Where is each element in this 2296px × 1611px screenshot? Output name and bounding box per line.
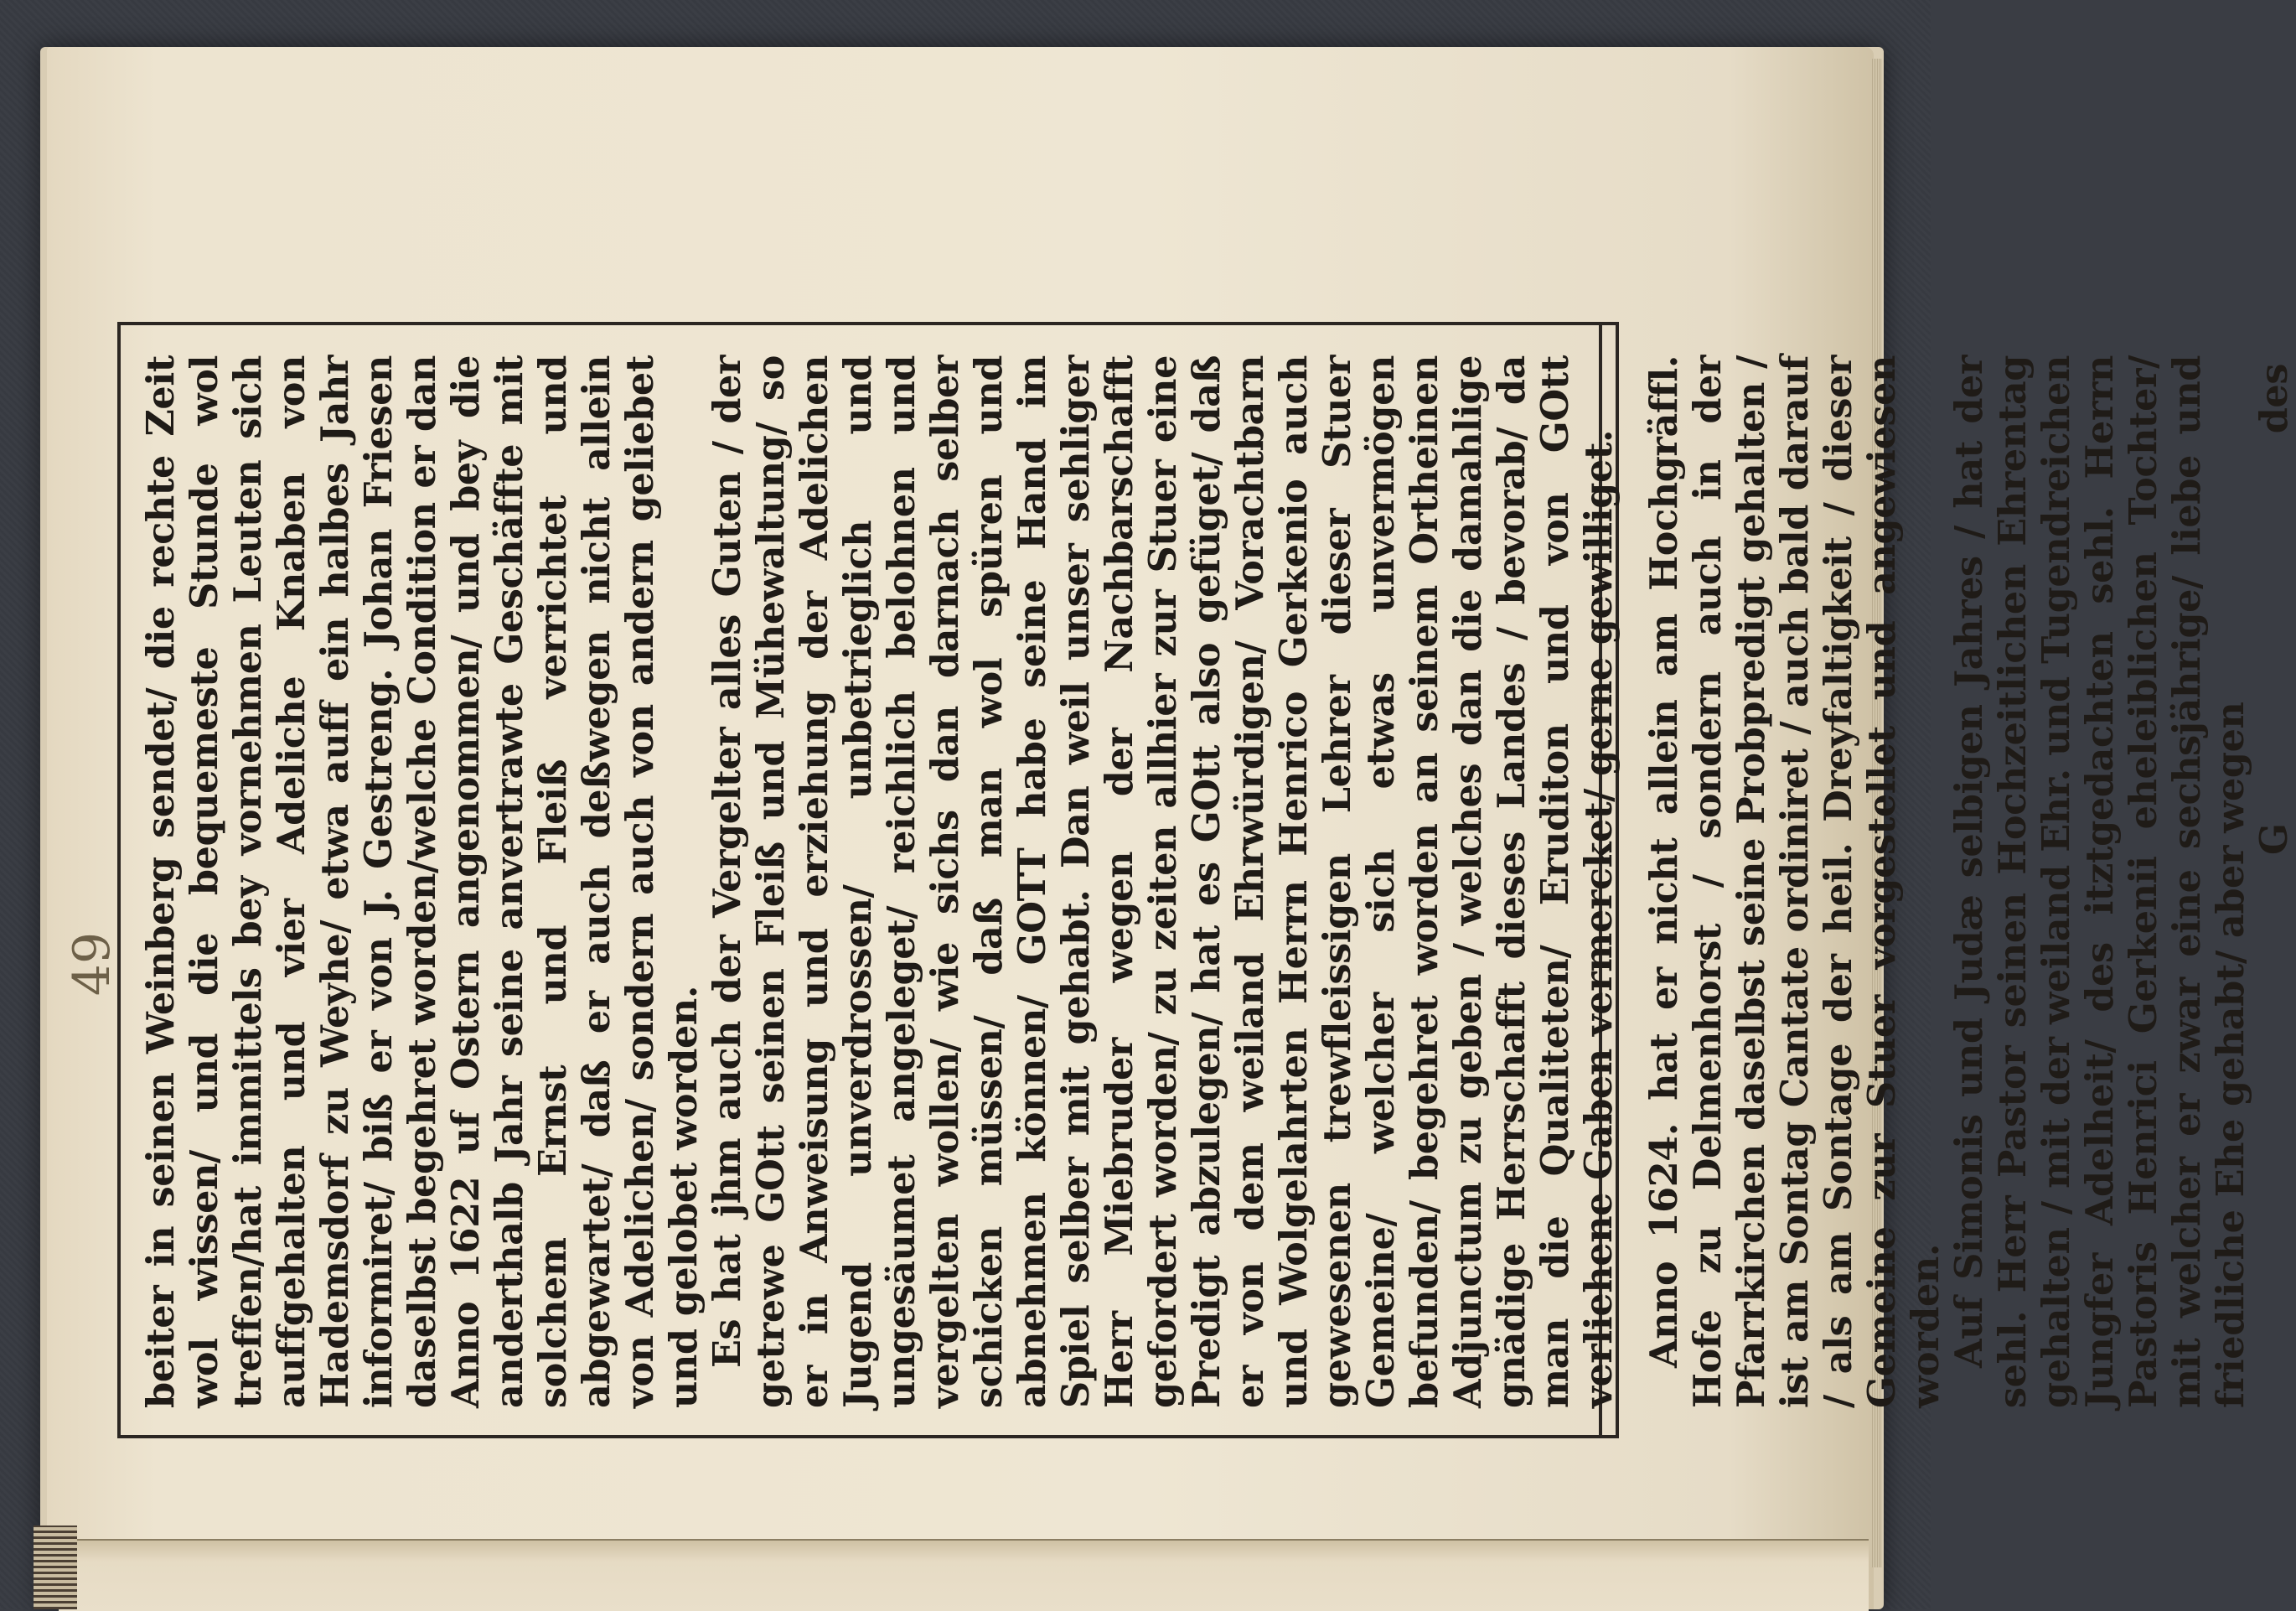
paragraph-3: Anno 1624. hat er nicht allein am Hochgräffl. Hofe zu Delmenhorst / sondern auch in der Pfarrkirchen daselbst seine Probpredigt gehalten / ist am Sontag Cantate ordiniret / auch bald darauf / als am Sontage der heil. Dreyfaltigkeit / dieser Gemeine zur Stuer vorgestellet und angewiesen worden. (1642, 355, 1947, 1408)
paragraph-1: beiter in seinen Weinberg sendet/ die rechte Zeit wol wissen/ und die bequemeste Stunde wol treffen/hat immittels bey vornehmen Leuten sich auffgehalten und vier Adeliche Knaben von Hademsdorf zu Weyhe/ etwa auff ein halbes Jahr informiret/ biß er von J. Gestreng. Johan Friesen daselbst begehret worden/welche Condition er dan Anno 1622 uf Ostern angenommen/ und bey die anderthalb Jahr seine anvertrawte Geschäffte mit solchem Ernst und Fleiß verrichtet und abgewartet/ daß er auch deßwegen nicht allein von Adelichen/ sondern auch von andern geliebet und gelobet worden. (139, 355, 706, 1408)
binding-edge (34, 1526, 77, 1609)
signature-mark: G (2252, 823, 2296, 855)
page-number: 49 (63, 931, 122, 997)
text-column (122, 327, 2296, 1433)
lower-page-edge (59, 1539, 1869, 1611)
text-inner (122, 327, 2296, 1433)
rotated-text-block (122, 327, 2296, 1433)
paragraph-2: Es hat jhm auch der Vergelter alles Guten / der getrewe GOtt seinen Fleiß und Mühewaltung/ so er in Anweisung und erziehung der Adelichen Jugend unverdrossen/ unbetrieglich und ungesäumet angeleget/ reichlich belohnen und vergelten wollen/ wie sichs dan darnach selber schicken müssen/ daß man wol spüren und abnehmen können/ GOTT habe seine Hand im Spiel selber mit gehabt. Dan weil unser sehliger Herr Miebruder wegen der Nachbarschafft gefordert worden/ zu zeiten allhier zur Stuer eine Predigt abzulegen/ hat es GOtt also gefüget/ daß er von dem weiland Ehrwürdigen/ Vorachtbarn und Wolgelahrten Herrn Henrico Gerkenio auch gewesenen trewfleissigen Lehrer dieser Stuer Gemeine/ welcher sich etwas unvermögen befunden/ begehret worden an seinem Ortheinen Adjunctum zu geben / welches dan die damahlige gnädige Herrschafft dieses Landes / bevorab/ da man die Qualiteten/ Eruditon und von GOtt verliehene Gaben vermercket/ gerne gewilliget. (706, 355, 1621, 1408)
footer-line (2252, 355, 2296, 1408)
paragraph-4: Auf Simonis und Judæ selbigen Jahres / hat der sehl. Herr Pastor seinen Hochzeitlichen Ehrentag gehalten / mit der weiland Ehr. und Tugendreichen Jungfer Adelheit/ des itztgedachten sehl. Herrn Pastoris Henrici Gerkenii eheleiblichen Tochter/ mit welcher er zwar eine sechsjährige/ liebe und friedliche Ehe gehabt/ aber wegen (1947, 355, 2252, 1408)
catchword: des (2252, 364, 2296, 434)
